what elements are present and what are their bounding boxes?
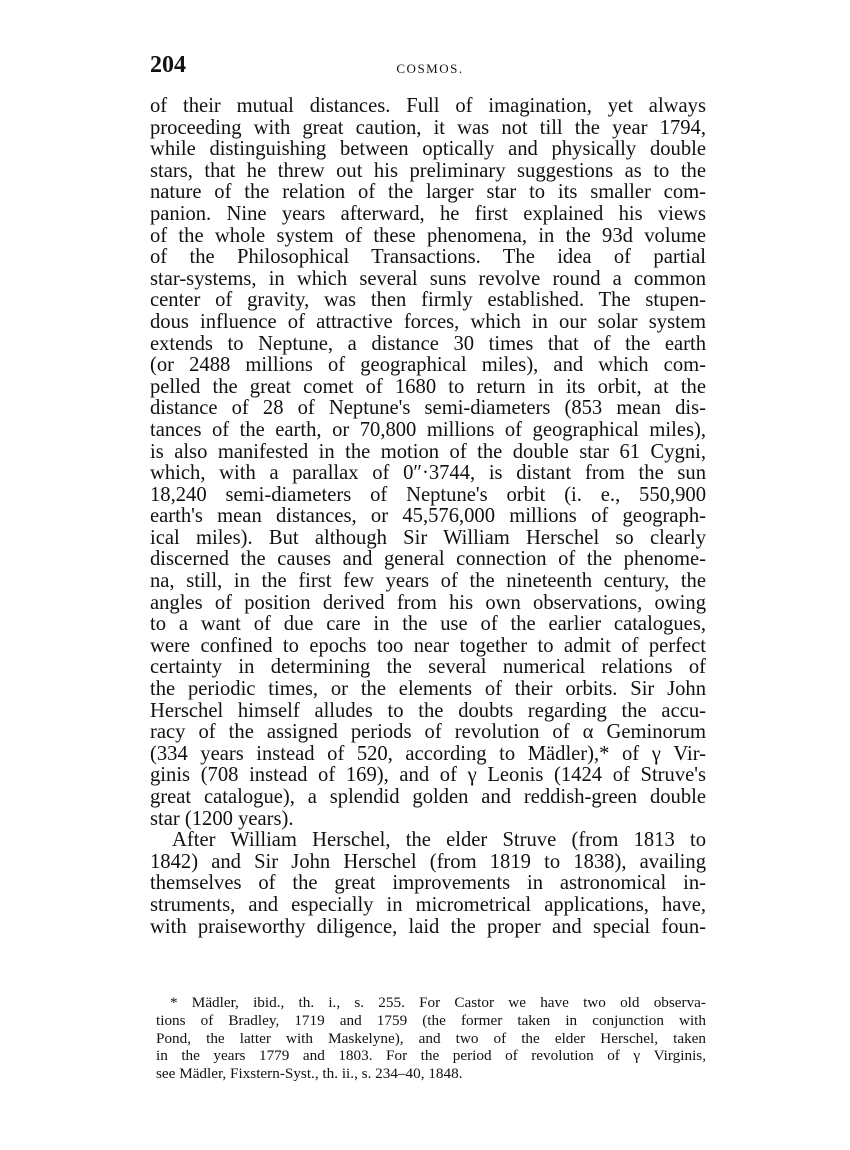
text-line: great catalogue), a splendid golden and reddish-green double bbox=[150, 786, 706, 808]
text-line: is also manifested in the motion of the double star 61 Cygni, bbox=[150, 440, 706, 463]
text-line: angles of position derived from his own observations, owing bbox=[150, 591, 706, 614]
text-line: certainty in determining the several numerical relations of bbox=[150, 656, 706, 679]
running-head: COSMOS. bbox=[396, 61, 464, 76]
text-line: dous influence of attractive forces, which in our solar system bbox=[150, 310, 706, 333]
text-line: 18,240 semi-diameters of Neptune's orbit (i. e., 550,900 bbox=[150, 483, 706, 506]
text-line: distance of 28 of Neptune's semi-diameters (853 mean dis- bbox=[150, 397, 706, 420]
text-line: star (1200 years). bbox=[150, 807, 294, 830]
text-line: (or 2488 millions of geographical miles), and which com- bbox=[150, 354, 706, 377]
page-header bbox=[150, 52, 710, 82]
text-line: ginis (708 instead of 169), and of γ Leonis (1424 of Struve's bbox=[150, 764, 706, 787]
footnote-line: in the years 1779 and 1803. For the period of revolution of γ Virginis, bbox=[156, 1047, 706, 1065]
text-line: proceeding with great caution, it was not till the year 1794, bbox=[150, 116, 706, 139]
text-line: star-systems, in which several suns revolve round a common bbox=[150, 267, 706, 290]
text-line: of the Philosophical Transactions. The idea of partial bbox=[150, 246, 706, 269]
text-line: nature of the relation of the larger star to its smaller com- bbox=[150, 181, 706, 204]
main-text bbox=[150, 96, 706, 938]
text-line: earth's mean distances, or 45,576,000 millions of geograph- bbox=[150, 505, 706, 528]
text-line: ical miles). But although Sir William Herschel so clearly bbox=[150, 526, 706, 549]
text-line: of the whole system of these phenomena, in the 93d volume bbox=[150, 224, 706, 247]
text-line: 1842) and Sir John Herschel (from 1819 to 1838), availing bbox=[150, 850, 706, 873]
footnote-line: Pond, the latter with Maskelyne), and two of the elder Herschel, taken bbox=[156, 1029, 706, 1047]
text-line: Herschel himself alludes to the doubts regarding the accu- bbox=[150, 699, 706, 722]
footnote-line: see Mädler, Fixstern-Syst., th. ii., s. 234–40, 1848. bbox=[156, 1065, 463, 1083]
text-line: na, still, in the first few years of the nineteenth century, the bbox=[150, 570, 706, 593]
footnote-line: * Mädler, ibid., th. i., s. 255. For Castor we have two old observa- bbox=[170, 994, 706, 1011]
text-line: of their mutual distances. Full of imagination, yet always bbox=[150, 95, 706, 117]
text-line: stars, that he threw out his preliminary suggestions as to the bbox=[150, 159, 706, 182]
page-number: 204 bbox=[150, 52, 186, 78]
text-line: extends to Neptune, a distance 30 times that of the earth bbox=[150, 332, 706, 355]
text-line: After William Herschel, the elder Struve (from 1813 to bbox=[172, 829, 706, 852]
text-line: pelled the great comet of 1680 to return in its orbit, at the bbox=[150, 375, 706, 398]
text-line: racy of the assigned periods of revolution of α Geminorum bbox=[150, 721, 706, 744]
text-line: center of gravity, was then firmly established. The stupen- bbox=[150, 289, 706, 312]
text-line: to a want of due care in the use of the earlier catalogues, bbox=[150, 613, 706, 636]
text-line: with praiseworthy diligence, laid the proper and special foun- bbox=[150, 915, 706, 938]
text-line: (334 years instead of 520, according to Mädler),* of γ Vir- bbox=[150, 742, 706, 765]
text-line: the periodic times, or the elements of their orbits. Sir John bbox=[150, 678, 706, 701]
text-line: tances of the earth, or 70,800 millions of geographical miles), bbox=[150, 418, 706, 441]
footnotes bbox=[156, 994, 706, 1083]
footnote-line: tions of Bradley, 1719 and 1759 (the former taken in conjunction with bbox=[156, 1011, 706, 1029]
text-line: were confined to epochs too near together to admit of perfect bbox=[150, 634, 706, 657]
text-line: which, with a parallax of 0″·3744, is distant from the sun bbox=[150, 462, 706, 485]
text-line: themselves of the great improvements in astronomical in- bbox=[150, 872, 706, 895]
text-line: panion. Nine years afterward, he first explained his views bbox=[150, 202, 706, 225]
text-line: struments, and especially in micrometrical applications, have, bbox=[150, 893, 706, 916]
text-line: while distinguishing between optically and physically double bbox=[150, 138, 706, 161]
text-line: discerned the causes and general connection of the phenome- bbox=[150, 548, 706, 571]
